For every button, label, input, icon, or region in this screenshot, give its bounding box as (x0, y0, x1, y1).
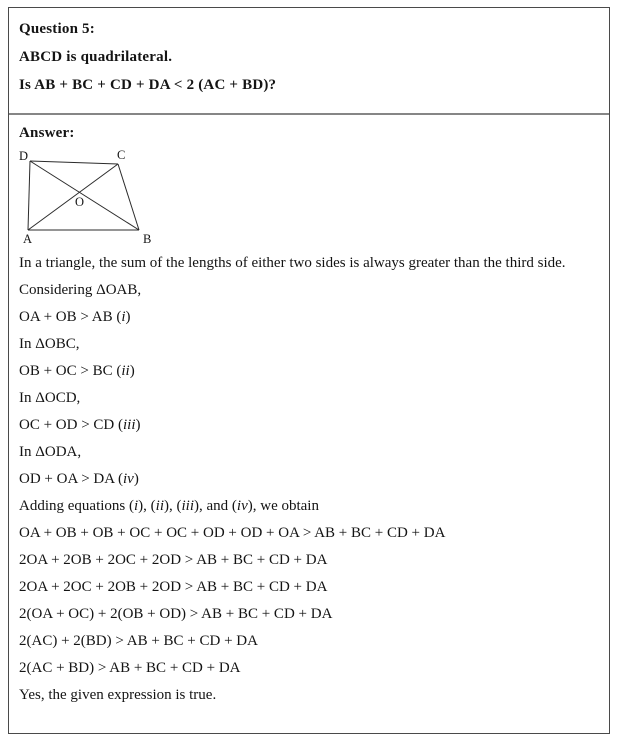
vertex-label-c: C (117, 149, 126, 162)
answer-line: OA + OB > AB (i) (19, 309, 131, 325)
answer-line: 2OA + 2OB + 2OC + 2OD > AB + BC + CD + DA (19, 552, 328, 568)
answer-line: 2(OA + OC) + 2(OB + OD) > AB + BC + CD + DA (19, 606, 333, 622)
answer-line: OB + OC > BC (ii) (19, 363, 135, 379)
answer-line: Adding equations (i), (ii), (iii), and (iv), we obtain (19, 498, 319, 514)
answer-line: In ΔOCD, (19, 390, 81, 406)
diagonal-DB (30, 161, 139, 230)
diagonal-AC (28, 164, 118, 230)
center-label-o: O (75, 195, 85, 209)
answer-line: Yes, the given expression is true. (19, 687, 217, 703)
answer-line: In ΔODA, (19, 444, 82, 460)
answer-line: In ΔOBC, (19, 336, 80, 352)
answer-label: Answer: (19, 125, 75, 141)
answer-line: OA + OB + OB + OC + OC + OD + OD + OA > AB + BC + CD + DA (19, 525, 446, 541)
answer-line: OD + OA > DA (iv) (19, 471, 139, 487)
edge-DC (30, 161, 118, 164)
answer-line: 2(AC) + 2(BD) > AB + BC + CD + DA (19, 633, 258, 649)
question-expression: Is AB + BC + CD + DA < 2 (AC + BD)? (19, 77, 277, 93)
edge-CB (118, 164, 139, 230)
answer-line: 2OA + 2OC + 2OB + 2OD > AB + BC + CD + DA (19, 579, 328, 595)
solution-box (8, 7, 610, 734)
quadrilateral-diagram (19, 149, 159, 246)
answer-lines (19, 250, 601, 709)
question-statement: ABCD is quadrilateral. (19, 49, 173, 65)
vertex-label-b: B (143, 232, 152, 246)
question-title: Question 5: (19, 21, 95, 37)
question-section (9, 8, 609, 113)
vertex-label-d: D (19, 149, 29, 163)
vertex-label-a: A (23, 232, 33, 246)
answer-line: 2(AC + BD) > AB + BC + CD + DA (19, 660, 241, 676)
answer-line: OC + OD > CD (iii) (19, 417, 141, 433)
answer-line: In a triangle, the sum of the lengths of either two sides is always greater than the third side. (19, 255, 566, 271)
edge-DA (28, 161, 30, 230)
answer-section (9, 115, 609, 709)
answer-line: Considering ΔOAB, (19, 282, 142, 298)
